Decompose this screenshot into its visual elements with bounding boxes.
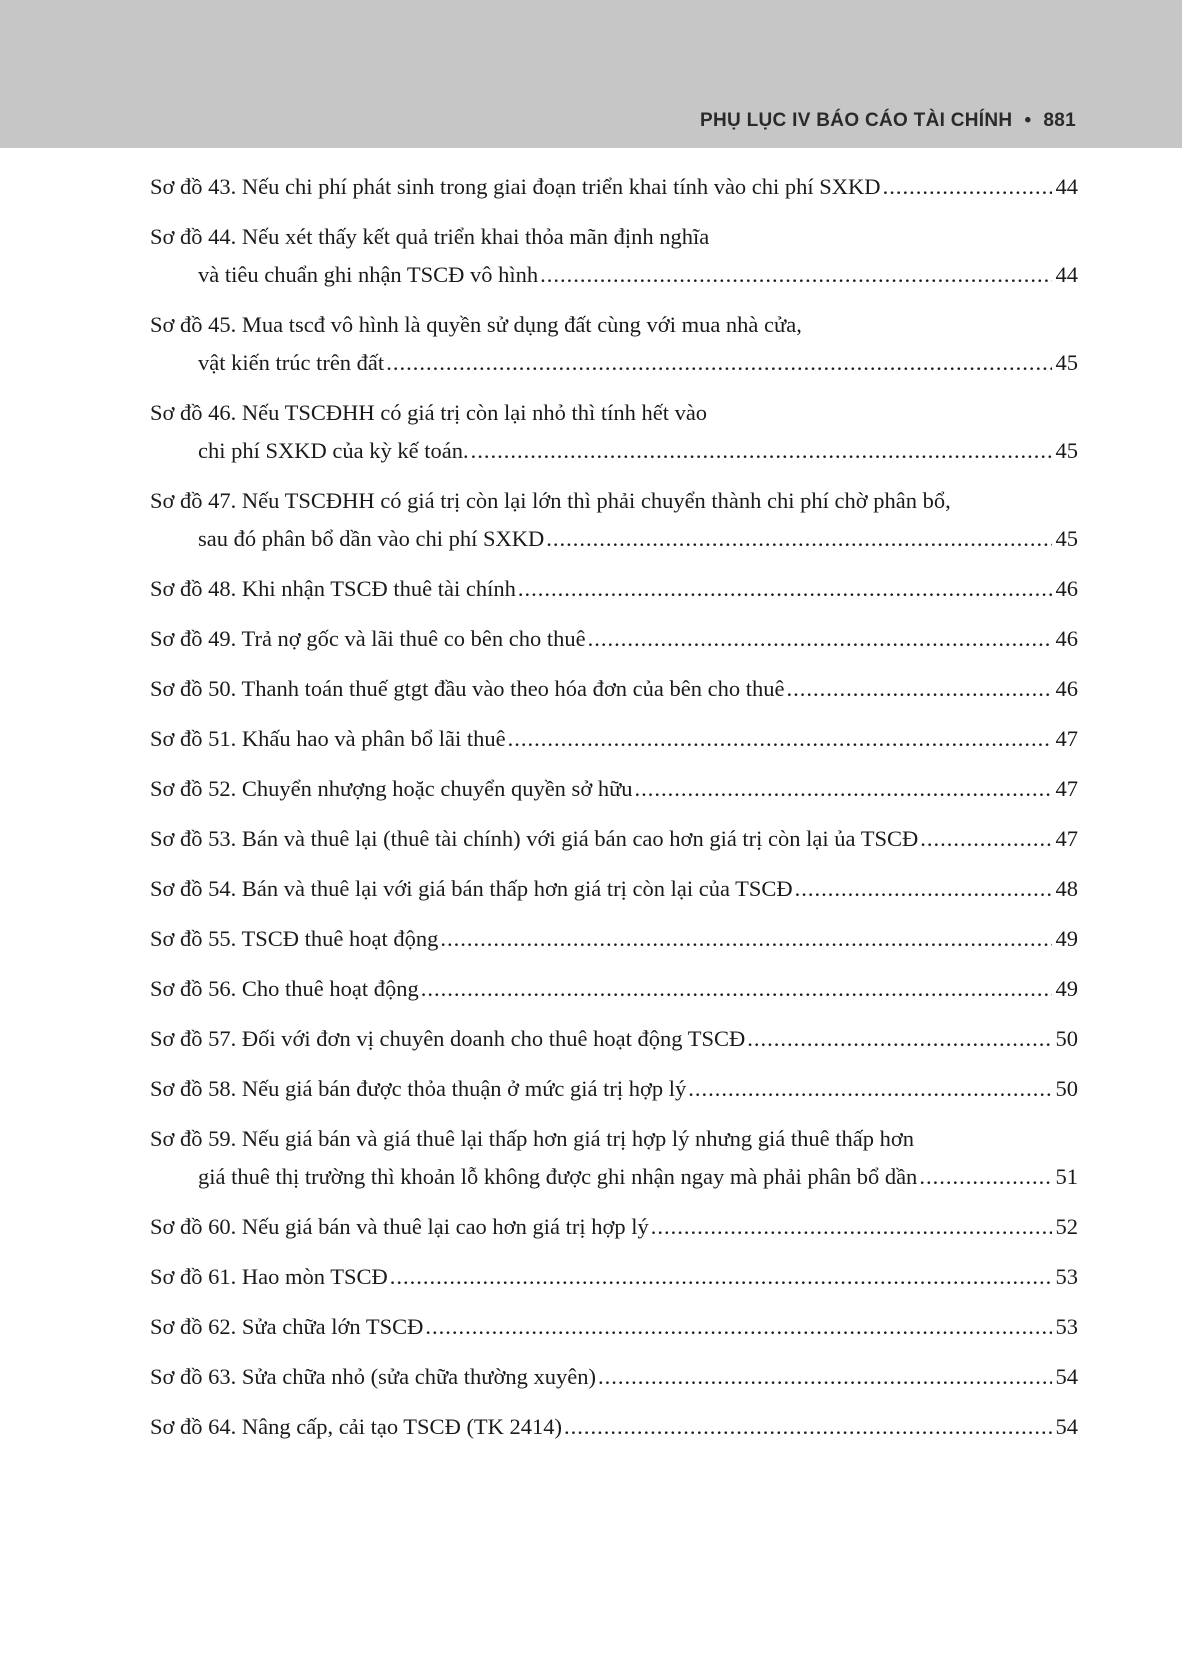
toc-entry	[150, 670, 1078, 708]
toc-entry-title: Sơ đồ 44. Nếu xét thấy kết quả triển khai thỏa mãn định nghĩa	[150, 224, 710, 249]
toc-entry-page-number: 53	[1055, 1264, 1078, 1289]
dot-leader	[919, 1158, 1051, 1196]
toc-entry	[150, 820, 1078, 858]
toc-entry	[150, 1308, 1078, 1346]
toc-entry	[150, 218, 1078, 294]
toc-entry-page-number: 46	[1055, 626, 1078, 651]
toc-entry-page-number: 54	[1055, 1364, 1078, 1389]
toc-entry-page-number: 45	[1055, 438, 1078, 463]
dot-leader	[688, 1070, 1051, 1108]
toc-entry-page-number: 50	[1055, 1026, 1078, 1051]
toc-entry-page-number: 49	[1055, 926, 1078, 951]
dot-leader	[588, 620, 1052, 658]
toc-entry-page-number: 50	[1055, 1076, 1078, 1101]
toc-entry-title: Sơ đồ 56. Cho thuê hoạt động	[150, 976, 419, 1001]
toc-entry-title: Sơ đồ 52. Chuyển nhượng hoặc chuyển quyền sở hữu	[150, 776, 633, 801]
dot-leader	[471, 432, 1052, 470]
toc-entry	[150, 770, 1078, 808]
toc-entry-page-number: 46	[1055, 576, 1078, 601]
toc-entry-title: Sơ đồ 59. Nếu giá bán và giá thuê lại thấp hơn giá trị hợp lý nhưng giá thuê thấp hơn	[150, 1126, 915, 1151]
toc-entry-title: Sơ đồ 50. Thanh toán thuế gtgt đầu vào theo hóa đơn của bên cho thuê	[150, 676, 785, 701]
dot-leader	[518, 570, 1052, 608]
toc-entry-title: Sơ đồ 49. Trả nợ gốc và lãi thuê co bên cho thuê	[150, 626, 586, 651]
dot-leader	[390, 1258, 1052, 1296]
toc-entry-page-number: 45	[1055, 350, 1078, 375]
toc-entry-title: sau đó phân bổ dần vào chi phí SXKD	[198, 526, 545, 551]
toc-entry	[150, 970, 1078, 1008]
toc-entry-page-number: 54	[1055, 1414, 1078, 1439]
dot-leader	[920, 820, 1051, 858]
toc-entry-page-number: 46	[1055, 676, 1078, 701]
dot-leader	[747, 1020, 1051, 1058]
toc-entry-title: Sơ đồ 61. Hao mòn TSCĐ	[150, 1264, 388, 1289]
toc-entry-page-number: 47	[1055, 726, 1078, 751]
toc-entry-title: Sơ đồ 62. Sửa chữa lớn TSCĐ	[150, 1314, 424, 1339]
toc-entry	[150, 1258, 1078, 1296]
header-page-number: 881	[1043, 110, 1076, 131]
toc-entry	[150, 1408, 1078, 1446]
toc-entry-page-number: 45	[1055, 526, 1078, 551]
toc-entry	[150, 1208, 1078, 1246]
toc-entry	[150, 306, 1078, 382]
toc-entry	[150, 394, 1078, 470]
toc-entry	[150, 720, 1078, 758]
toc-entry-page-number: 53	[1055, 1314, 1078, 1339]
dot-leader	[651, 1208, 1052, 1246]
toc-entry-page-number: 44	[1055, 174, 1078, 199]
toc-entry-page-number: 49	[1055, 976, 1078, 1001]
toc-entry-title: Sơ đồ 55. TSCĐ thuê hoạt động	[150, 926, 439, 951]
dot-leader	[425, 1308, 1051, 1346]
toc-entry-title: Sơ đồ 58. Nếu giá bán được thỏa thuận ở mức giá trị hợp lý	[150, 1076, 687, 1101]
toc-entry	[150, 1020, 1078, 1058]
toc-entry-title: vật kiến trúc trên đất	[198, 350, 385, 375]
toc-entry	[150, 570, 1078, 608]
toc-entry-page-number: 48	[1055, 876, 1078, 901]
dot-leader	[564, 1408, 1051, 1446]
dot-leader	[635, 770, 1052, 808]
dot-leader	[883, 168, 1052, 206]
toc-entry-title: Sơ đồ 57. Đối với đơn vị chuyên doanh cho thuê hoạt động TSCĐ	[150, 1026, 746, 1051]
toc-entry-title: Sơ đồ 64. Nâng cấp, cải tạo TSCĐ (TK 2414)	[150, 1414, 563, 1439]
toc-entry-title: Sơ đồ 60. Nếu giá bán và thuê lại cao hơn giá trị hợp lý	[150, 1214, 649, 1239]
dot-leader	[508, 720, 1052, 758]
toc-entry	[150, 482, 1078, 558]
toc-entry-title: Sơ đồ 47. Nếu TSCĐHH có giá trị còn lại lớn thì phải chuyển thành chi phí chờ phân bổ,	[150, 488, 951, 513]
header-title: PHỤ LỤC IV BÁO CÁO TÀI CHÍNH	[700, 110, 1013, 131]
toc-entry-title: và tiêu chuẩn ghi nhận TSCĐ vô hình	[198, 262, 539, 287]
toc-entry-title: Sơ đồ 43. Nếu chi phí phát sinh trong giai đoạn triển khai tính vào chi phí SXKD	[150, 174, 881, 199]
toc-entry-page-number: 44	[1055, 262, 1078, 287]
dot-leader	[787, 670, 1052, 708]
toc-entry-title: chi phí SXKD của kỳ kế toán.	[198, 438, 469, 463]
dot-leader	[440, 920, 1051, 958]
toc-entry-title: Sơ đồ 63. Sửa chữa nhỏ (sửa chữa thường xuyên)	[150, 1364, 596, 1389]
page-header-band	[0, 0, 1182, 148]
dot-leader	[795, 870, 1052, 908]
dot-leader	[386, 344, 1051, 382]
toc-entry-title: Sơ đồ 51. Khấu hao và phân bổ lãi thuê	[150, 726, 506, 751]
toc-entry-page-number: 47	[1055, 826, 1078, 851]
toc-entry-title: Sơ đồ 48. Khi nhận TSCĐ thuê tài chính	[150, 576, 516, 601]
toc-entry-title: Sơ đồ 53. Bán và thuê lại (thuê tài chính) với giá bán cao hơn giá trị còn lại ủa TSCĐ	[150, 826, 919, 851]
toc-entry-title: Sơ đồ 45. Mua tscđ vô hình là quyền sử dụng đất cùng với mua nhà cửa,	[150, 312, 802, 337]
toc-entry	[150, 1358, 1078, 1396]
table-of-contents	[150, 168, 1078, 1458]
toc-entry	[150, 920, 1078, 958]
header-separator: •	[1024, 110, 1032, 131]
dot-leader	[546, 520, 1051, 558]
dot-leader	[421, 970, 1052, 1008]
toc-entry-title: Sơ đồ 54. Bán và thuê lại với giá bán thấp hơn giá trị còn lại của TSCĐ	[150, 876, 793, 901]
toc-entry-title: Sơ đồ 46. Nếu TSCĐHH có giá trị còn lại nhỏ thì tính hết vào	[150, 400, 708, 425]
toc-entry	[150, 1070, 1078, 1108]
dot-leader	[598, 1358, 1052, 1396]
running-header	[700, 110, 1076, 132]
toc-entry-page-number: 47	[1055, 776, 1078, 801]
toc-entry	[150, 620, 1078, 658]
toc-entry-title: giá thuê thị trường thì khoản lỗ không được ghi nhận ngay mà phải phân bổ dần	[198, 1164, 918, 1189]
toc-entry	[150, 168, 1078, 206]
toc-entry-page-number: 52	[1055, 1214, 1078, 1239]
dot-leader	[540, 256, 1051, 294]
toc-entry	[150, 870, 1078, 908]
toc-entry	[150, 1120, 1078, 1196]
toc-entry-page-number: 51	[1055, 1164, 1078, 1189]
